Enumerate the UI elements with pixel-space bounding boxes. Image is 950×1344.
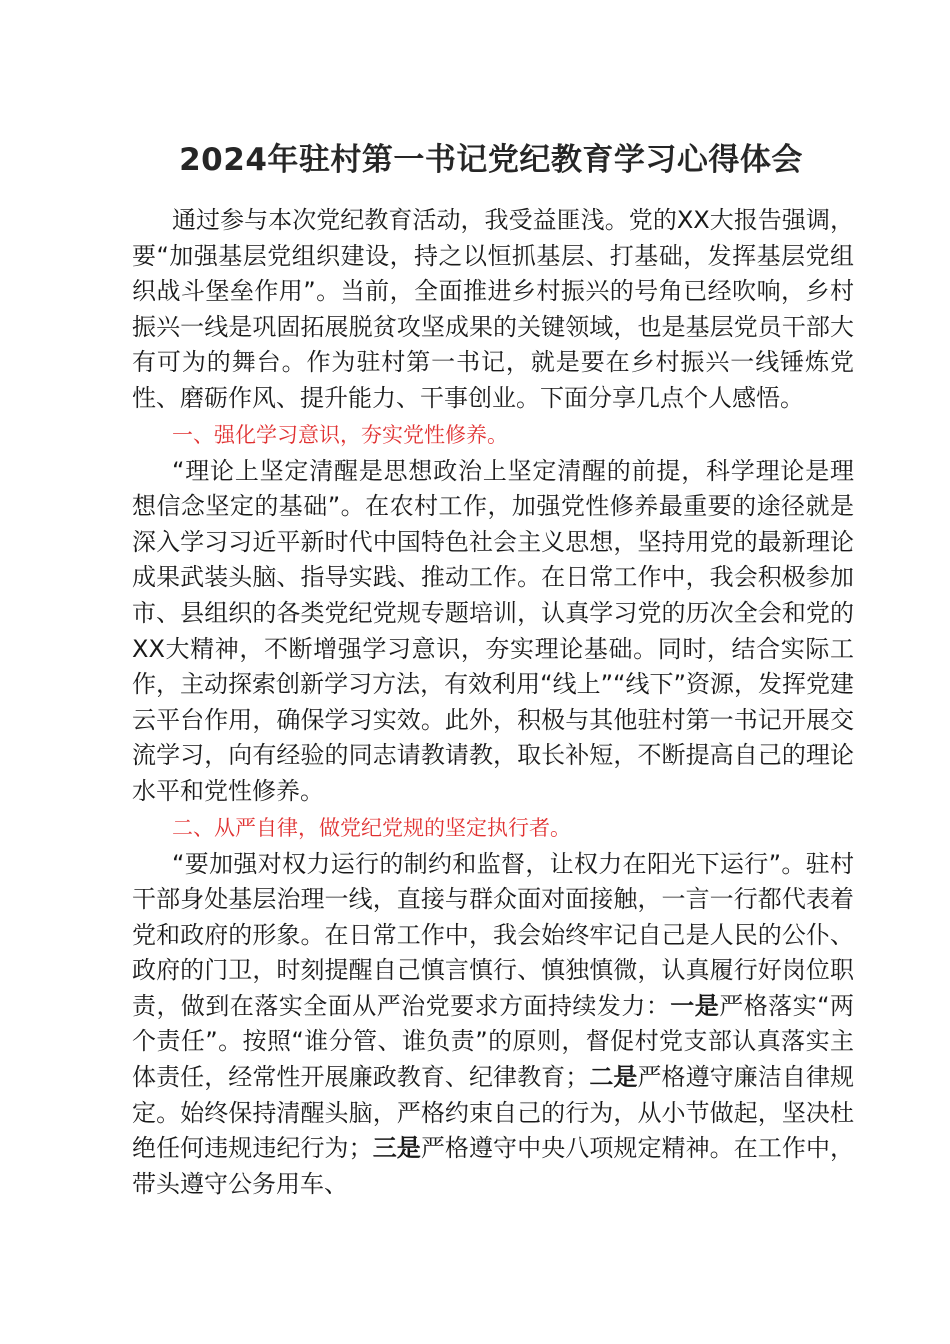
section-2-heading: 二、从严自律，做党纪党规的坚定执行者。 xyxy=(172,815,571,840)
section-1-heading: 一、强化学习意识，夯实党性修养。 xyxy=(172,422,508,447)
section-1-paragraph: “理论上坚定清醒是思想政治上坚定清醒的前提，科学理论是理想信念坚定的基础”。在农村工作，加强党性修养最重要的途径就是深入学习习近平新时代中国特色社会主义思想，坚持用党的最新理论成果武装头脑、指导实践、推动工作。在日常工作中，我会积极参加市、县组织的各类党纪党规专题培训，认真学习党的历次全会和党的XX大精神，不断增强学习意识，夯实理论基础。同时，结合实际工作，主动探索创新学习方法，有效利用“线上”“线下”资源，发挥党建云平台作用，确保学习实效。此外，积极与其他驻村第一书记开展交流学习，向有经验的同志请教请教，取长补短，不断提高自己的理论水平和党性修养。 xyxy=(132,456,854,805)
document-title: 2024年驻村第一书记党纪教育学习心得体会 xyxy=(179,142,803,178)
document-body xyxy=(132,203,854,1202)
point-2-label: 二是 xyxy=(589,1063,638,1092)
intro-paragraph: 通过参与本次党纪教育活动，我受益匪浅。党的XX大报告强调，要“加强基层党组织建设，持之以恒抓基层、打基础，发挥基层党组织战斗堡垒作用”。当前，全面推进乡村振兴的号角已经吹响，乡村振兴一线是巩固拓展脱贫攻坚成果的关键领域，也是基层党员干部大有可为的舞台。作为驻村第一书记，就是要在乡村振兴一线锤炼党性、磨砺作风、提升能力、干事创业。下面分享几点个人感悟。 xyxy=(132,206,854,412)
point-2-text: 严格遵守廉洁自律规定。始终保持清醒头脑，严格约束自己的行为，从小节做起，坚决杜绝任何违规违纪行为； xyxy=(132,1063,855,1163)
point-1-text: 严格落实“两个责任”。按照“谁分管、谁负责”的原则，督促村党支部认真落实主体责任，经常性开展廉政教育、纪律教育； xyxy=(132,991,855,1092)
section-2-paragraph xyxy=(132,847,854,1203)
point-3-label: 三是 xyxy=(372,1134,421,1163)
point-1-label: 一是 xyxy=(670,991,720,1020)
point-3-text: 严格遵守中央八项规定精神。在工作中，带头遵守公务用车、 xyxy=(132,1134,855,1198)
section-2-text-a: “要加强对权力运行的制约和监督，让权力在阳光下运行”。驻村干部身处基层治理一线，直接与群众面对面接触，一言一行都代表着党和政府的形象。在日常工作中，我会始终牢记自己是人民的公仆、政府的门卫，时刻提醒自己慎言慎行、慎独慎微，认真履行好岗位职责，做到在落实全面从严治党要求方面持续发力： xyxy=(132,849,854,1020)
